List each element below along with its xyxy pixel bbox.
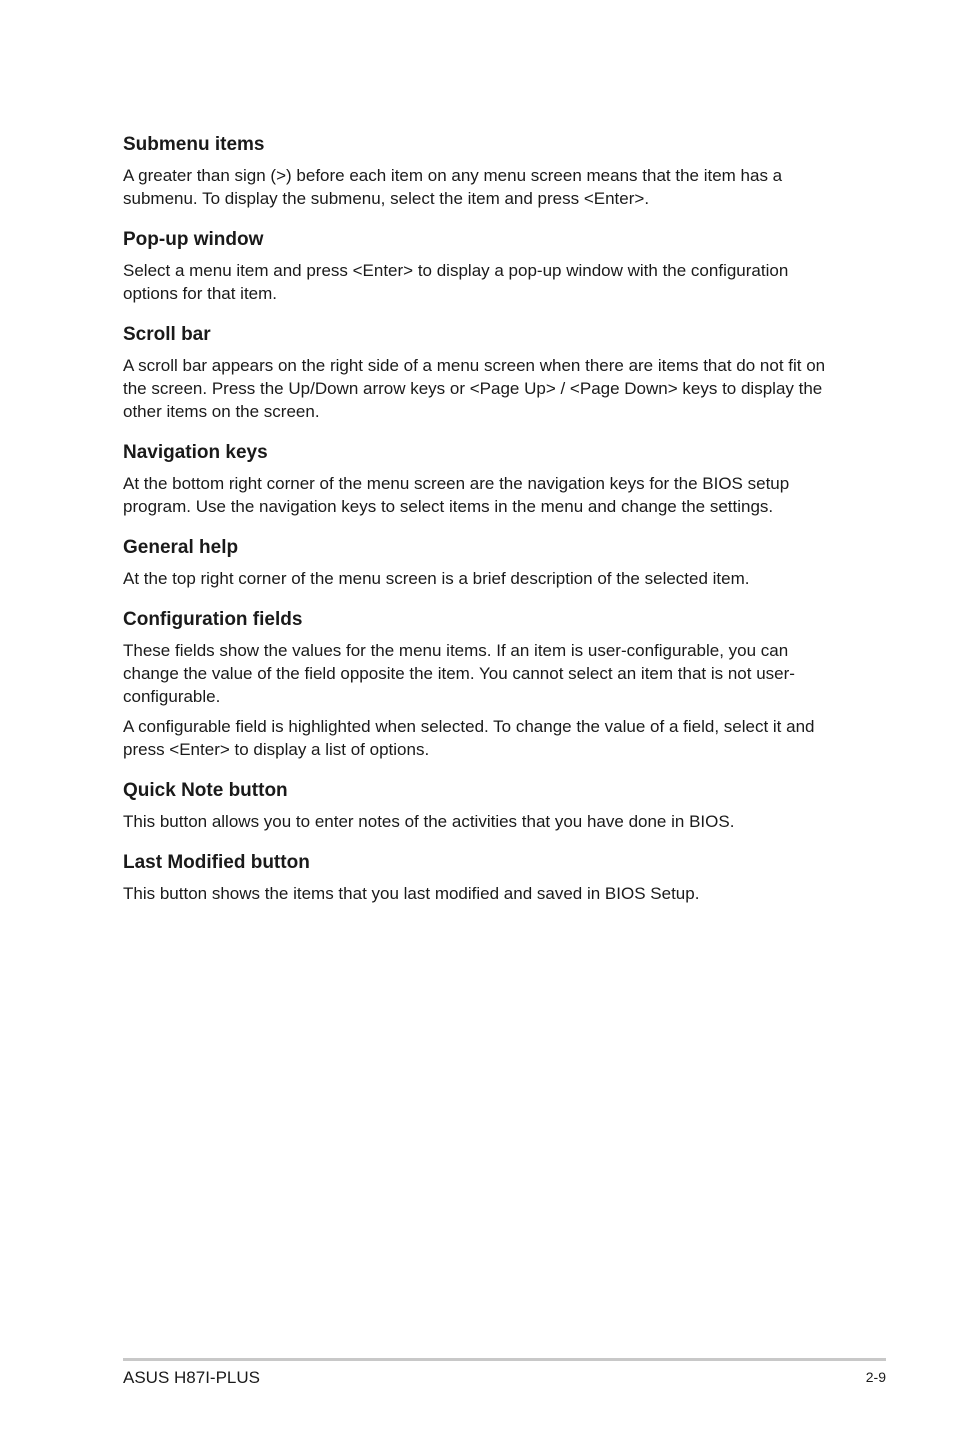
section-configuration-fields [123,608,843,761]
section-heading: Last Modified button [123,852,310,873]
section-heading: Pop-up window [123,229,264,250]
section-heading: Navigation keys [123,442,268,463]
section-scroll-bar [123,323,843,423]
section-paragraph: A configurable field is highlighted when selected. To change the value of a field, select it and press <Enter> to display a list of options. [123,717,815,759]
section-paragraph: A scroll bar appears on the right side of a menu screen when there are items that do not fit on the screen. Press the Up/Down arrow keys or <Page Up> / <Page Down> keys to display the other items on the screen. [123,356,826,421]
section-paragraph: Select a menu item and press <Enter> to display a pop-up window with the configuration options for that item. [123,261,789,303]
section-heading: Scroll bar [123,324,211,345]
section-navigation-keys [123,441,843,518]
section-paragraph: At the top right corner of the menu screen is a brief description of the selected item. [123,569,750,588]
section-popup-window [123,228,843,305]
section-last-modified-button [123,851,843,905]
section-heading: Configuration fields [123,609,303,630]
section-heading: Quick Note button [123,780,288,801]
section-paragraph: This button shows the items that you last modified and saved in BIOS Setup. [123,884,700,903]
section-paragraph: At the bottom right corner of the menu screen are the navigation keys for the BIOS setup program. Use the navigation keys to select items in the menu and change the settings. [123,474,790,516]
section-paragraph: This button allows you to enter notes of the activities that you have done in BIOS. [123,812,735,831]
document-body [123,133,843,923]
section-submenu-items [123,133,843,210]
section-heading: General help [123,537,239,558]
section-general-help [123,536,843,590]
section-paragraph: A greater than sign (>) before each item on any menu screen means that the item has a submenu. To display the submenu, select the item and press <Enter>. [123,166,783,208]
section-quick-note-button [123,779,843,833]
footer-divider [123,1358,886,1361]
section-paragraph: These fields show the values for the menu items. If an item is user-configurable, you can change the value of the field opposite the item. You cannot select an item that is not user-configurable. [123,641,795,706]
footer-product-name: ASUS H87I-PLUS [123,1368,260,1387]
section-heading: Submenu items [123,134,265,155]
footer-page-number: 2-9 [865,1369,886,1385]
